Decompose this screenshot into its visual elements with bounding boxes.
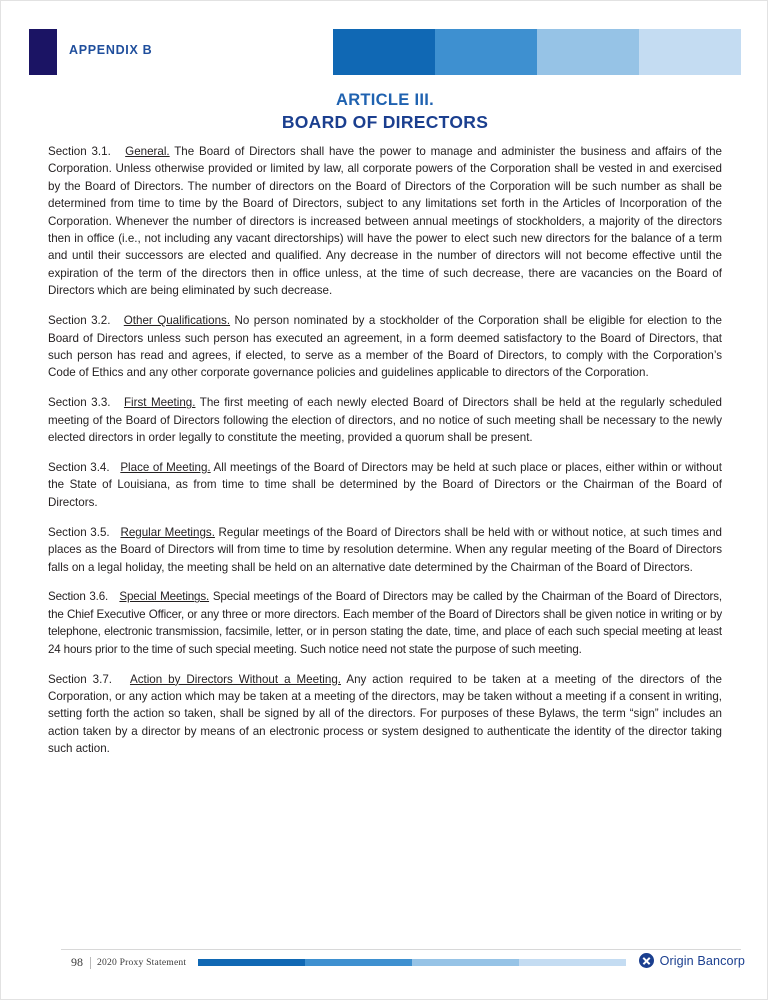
section-number: Section 3.3.	[48, 396, 111, 410]
section-text: Special meetings of the Board of Directors may be called by the Chairman of the Board of Directors, the Chief Executive Officer, or any three or more directors. Each member of the Board of Directors shall be given notice in writing or by telephone, electronic transmission, facsimile, letter, or in person stating the date, time, and place of each such special meeting at least 24 hours prior to the time of such special meeting. Such notice need not state the purpose of such meeting.	[48, 590, 722, 656]
section-text: No person nominated by a stockholder of the Corporation shall be eligible for election to the Board of Directors unless such person has executed an agreement, in a form deemed satisfactory to the Board of Directors, that such person has read and agrees, if elected, to serve as a member of the Board of Directors, to comply with the Corporation’s Code of Ethics and any other corporate governance policies and guidelines applicable to directors of the Corporation.	[48, 314, 722, 380]
appendix-label: APPENDIX B	[69, 43, 153, 57]
section-number: Section 3.1.	[48, 145, 111, 158]
section-gap	[112, 673, 130, 686]
section-paragraph	[48, 143, 722, 300]
footer-document-name: 2020 Proxy Statement	[97, 957, 187, 968]
article-title-line-2: BOARD OF DIRECTORS	[281, 112, 489, 132]
brand-logo	[639, 953, 745, 968]
header-bar-3	[537, 29, 639, 75]
section-number: Section 3.5.	[48, 525, 110, 539]
footer-bar-3	[412, 959, 519, 966]
appendix-badge	[29, 29, 57, 75]
section-paragraph	[48, 524, 722, 576]
section-paragraph	[48, 671, 722, 758]
footer-bar-1	[198, 959, 305, 966]
section-paragraph	[48, 394, 722, 446]
brand-name: Origin Bancorp	[659, 953, 745, 968]
section-heading: Action by Directors Without a Meeting.	[129, 672, 341, 686]
section-number: Section 3.4.	[48, 461, 110, 474]
section-heading: Special Meetings.	[119, 590, 210, 604]
x-mark-circle-icon	[639, 953, 654, 968]
section-heading: Other Qualifications.	[123, 314, 231, 328]
footer-bar-4	[519, 959, 626, 966]
footer-color-bars	[198, 959, 626, 966]
section-paragraph	[48, 312, 722, 382]
section-gap	[110, 526, 121, 539]
section-text: Regular meetings of the Board of Directors shall be held with or without notice, at such times and places as the Board of Directors will from time to time by resolution determine. When any regular meeting of the Board of Directors falls on a legal holiday, the meeting shall be held on an alternative date determined by the Chairman of the Board of Directors.	[48, 525, 722, 574]
section-paragraph	[48, 588, 722, 658]
section-heading: Regular Meetings.	[120, 525, 215, 539]
section-number: Section 3.7.	[48, 672, 112, 686]
section-number: Section 3.2.	[48, 314, 111, 328]
section-paragraph	[48, 459, 722, 511]
section-gap	[110, 314, 123, 327]
section-gap	[110, 461, 121, 474]
header-bar-2	[435, 29, 537, 75]
page-header	[1, 29, 768, 75]
section-heading: First Meeting.	[123, 396, 196, 410]
section-heading: Place of Meeting.	[120, 461, 211, 474]
page-footer	[1, 949, 768, 975]
page-number: 98	[71, 955, 83, 969]
section-number: Section 3.6.	[48, 590, 109, 604]
section-text: All meetings of the Board of Directors may be held at such place or places, either within or without the State of Louisiana, as from time to time shall be determined by the Board of Directors or the Chairman of the Board of Directors.	[48, 461, 722, 509]
section-gap	[108, 590, 119, 603]
page-title	[1, 89, 768, 133]
header-bar-4	[639, 29, 741, 75]
section-heading: General.	[125, 145, 170, 158]
section-text: The Board of Directors shall have the power to manage and administer the business and affairs of the Corporation. Unless otherwise provided or limited by law, all corporate powers of the Corporation shall be vested in and exercised by the Board of Directors. The number of directors on the Board of Directors of the Corporation will be such number as shall be determined from time to time by the Board of Directors, subject to any limitations set forth in the Articles of Incorporation of the Corporation. Whenever the number of directors is increased between annual meetings of stockholders, a majority of the directors then in office (i.e., not including any vacant directorships) will have the power to elect such new directors for the balance of a term and until their successors are elected and qualified. Any decrease in the number of directors will not become effective until the expiration of the term of the directors then in office unless, at the time of such decrease, there are vacancies on the Board of Directors which are being eliminated by such decrease.	[48, 145, 722, 298]
section-text: The first meeting of each newly elected Board of Directors shall be held at the regularly scheduled meeting of the Board of Directors following the election of directors, and no notice of such meeting shall be necessary to the newly elected directors in order legally to constitute the meeting, provided a quorum shall be present.	[48, 396, 722, 445]
section-text: Any action required to be taken at a meeting of the directors of the Corporation, or any action which may be taken at a meeting of the directors, may be taken without a meeting if a consent in writing, setting forth the action so taken, shall be signed by all of the directors. For purposes of these Bylaws, the term “sign” includes an action taken by a director by means of an electronic process or system designed to authenticate the identity of the director taking such action.	[48, 672, 722, 756]
header-color-bars	[333, 29, 741, 75]
footer-divider-rule	[61, 949, 741, 950]
section-gap	[111, 396, 124, 409]
document-body	[48, 143, 722, 770]
footer-vertical-divider	[90, 957, 91, 969]
section-gap	[111, 145, 125, 158]
footer-bar-2	[305, 959, 412, 966]
article-title-line-1: ARTICLE III.	[335, 91, 434, 109]
header-bar-1	[333, 29, 435, 75]
